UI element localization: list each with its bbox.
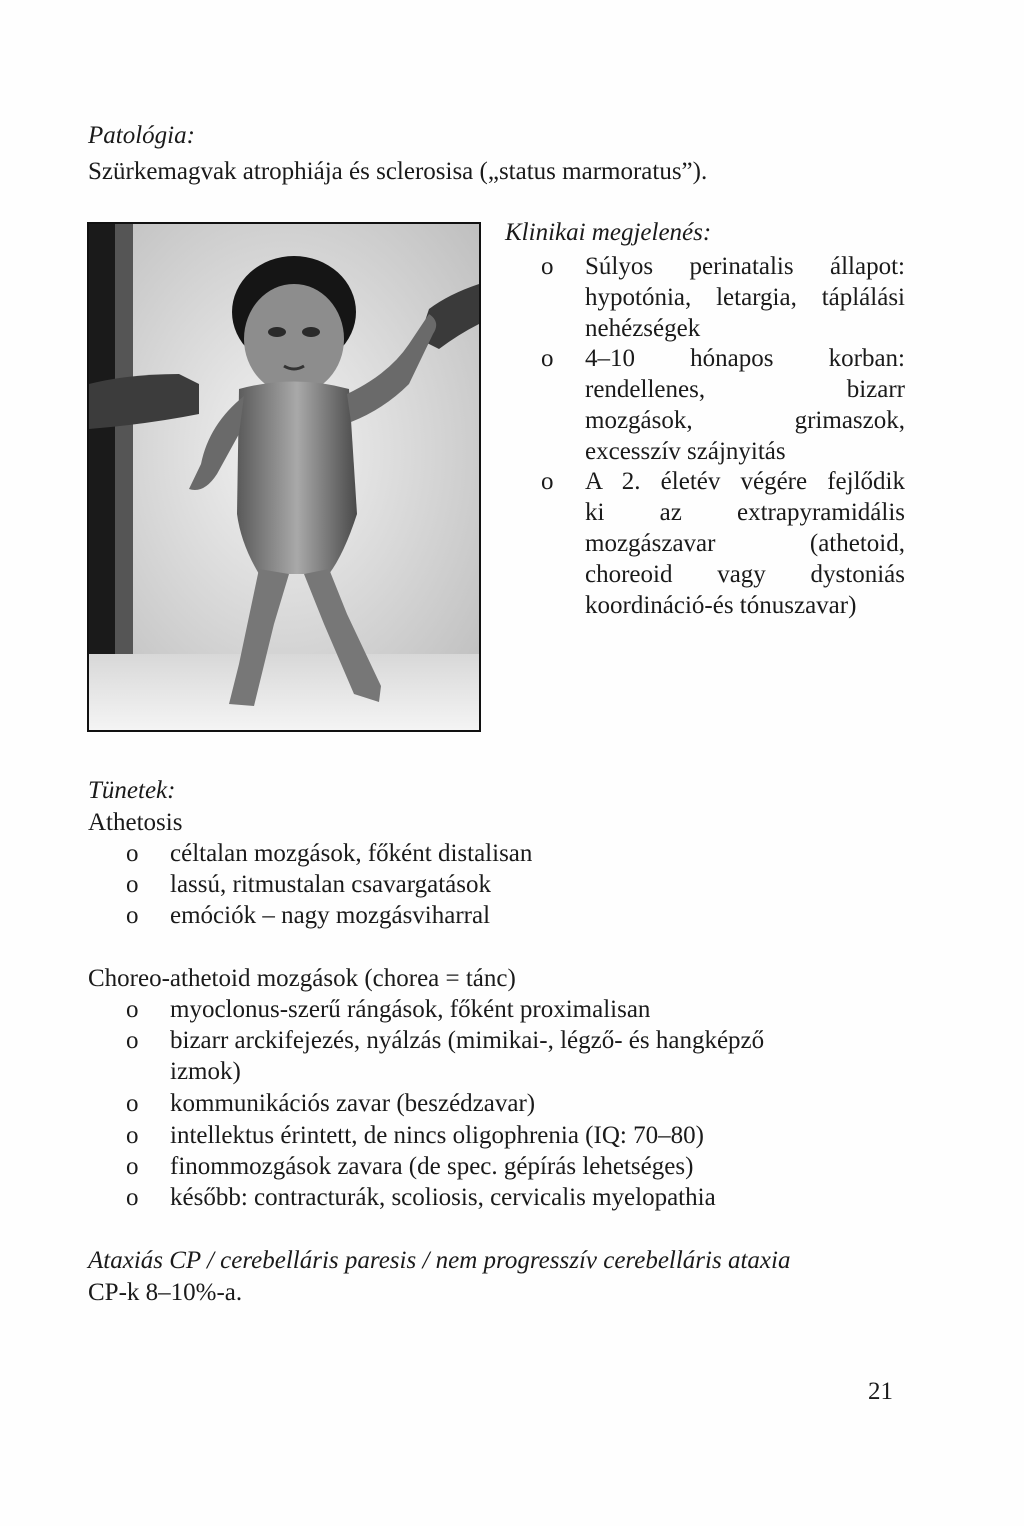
bullet-marker: o — [126, 871, 139, 898]
choreo-item: bizarr arckifejezés, nyálzás (mimikai-, légző- és hangképző — [170, 1027, 765, 1054]
clinical-item-2-line-1: 4–10 hónapos korban: — [585, 345, 905, 372]
clinical-item-2-line-3: mozgások, grimaszok, — [585, 407, 905, 434]
clinical-item-1-line-1: Súlyos perinatalis állapot: — [585, 253, 905, 280]
choreo-item: finommozgások zavara (de spec. gépírás lehetséges) — [170, 1153, 694, 1180]
bullet-marker: o — [126, 902, 139, 929]
choreo-title: Choreo-athetoid mozgások (chorea = tánc) — [88, 965, 516, 992]
bullet-marker: o — [126, 1090, 139, 1117]
pathology-heading: Patológia: — [88, 122, 195, 149]
bullet-marker: o — [126, 996, 139, 1023]
bullet-marker: o — [126, 840, 139, 867]
athetosis-item: emóciók – nagy mozgásviharral — [170, 902, 491, 929]
choreo-item: intellektus érintett, de nincs oligophrenia (IQ: 70–80) — [170, 1122, 704, 1149]
clinical-item-1-line-2: hypotónia, letargia, táplálási — [585, 284, 905, 311]
ataxic-text: CP-k 8–10%-a. — [88, 1279, 243, 1306]
ataxic-heading: Ataxiás CP / cerebelláris paresis / nem progresszív cerebelláris ataxia — [88, 1247, 791, 1274]
child-photo — [87, 222, 481, 732]
clinical-item-3-line-4: choreoid vagy dystoniás — [585, 561, 905, 588]
clinical-item-2-line-4: excesszív szájnyitás — [585, 438, 786, 465]
bullet-marker: o — [126, 1122, 139, 1149]
choreo-item: később: contracturák, scoliosis, cervicalis myelopathia — [170, 1184, 716, 1211]
clinical-item-2-line-2: rendellenes, bizarr — [585, 376, 905, 403]
bullet-marker: o — [126, 1027, 139, 1054]
choreo-item: myoclonus-szerű rángások, főként proximalisan — [170, 996, 651, 1023]
choreo-item-continuation: izmok) — [170, 1058, 241, 1085]
page-number: 21 — [868, 1378, 893, 1405]
bullet-marker: o — [541, 468, 554, 495]
athetosis-item: lassú, ritmustalan csavargatások — [170, 871, 491, 898]
bullet-marker: o — [126, 1153, 139, 1180]
choreo-item: kommunikációs zavar (beszédzavar) — [170, 1090, 536, 1117]
child-photo-illustration — [89, 224, 479, 730]
clinical-item-3-line-1: A 2. életév végére fejlődik — [585, 468, 905, 495]
bullet-marker: o — [541, 345, 554, 372]
clinical-item-3-line-2: ki az extrapyramidális — [585, 499, 905, 526]
bullet-marker: o — [541, 253, 554, 280]
bullet-marker: o — [126, 1184, 139, 1211]
clinical-item-1-line-3: nehézségek — [585, 315, 701, 342]
athetosis-title: Athetosis — [88, 809, 183, 836]
clinical-item-3-line-3: mozgászavar (athetoid, — [585, 530, 905, 557]
clinical-heading: Klinikai megjelenés: — [505, 219, 712, 246]
symptoms-heading: Tünetek: — [88, 777, 176, 804]
athetosis-item: céltalan mozgások, főként distalisan — [170, 840, 533, 867]
clinical-item-3-line-5: koordináció-és tónuszavar) — [585, 592, 857, 619]
pathology-text: Szürkemagvak atrophiája és sclerosisa („status marmoratus”). — [88, 158, 708, 185]
